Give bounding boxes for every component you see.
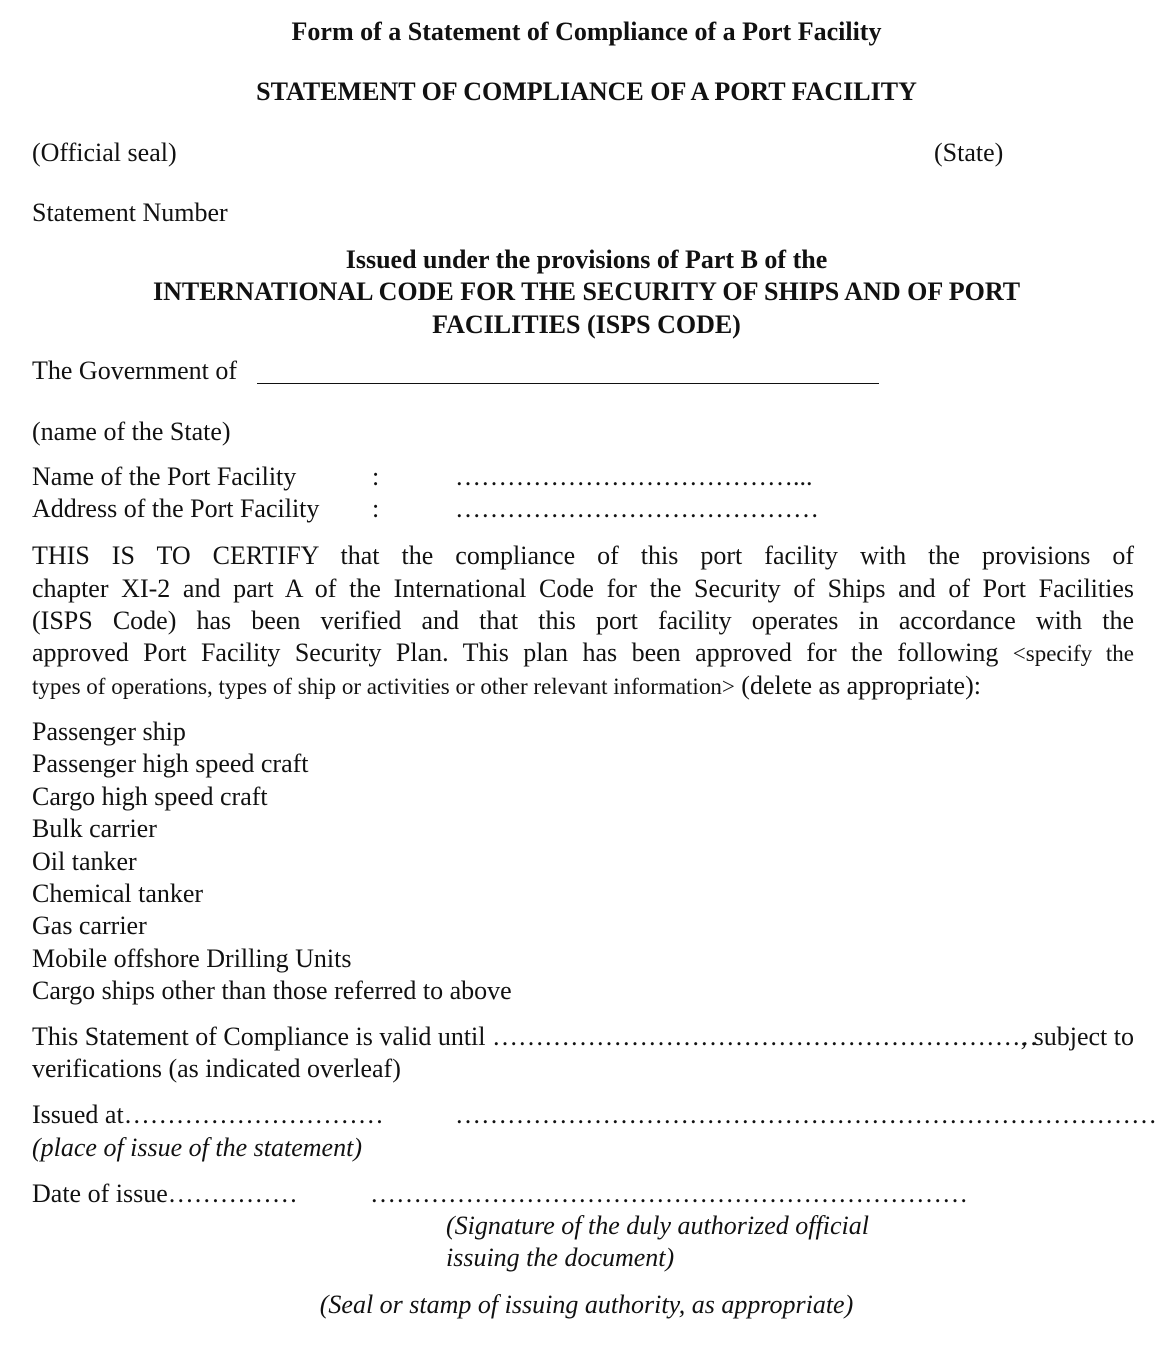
validity-subject-to: , subject to — [1020, 1022, 1134, 1051]
validity-line-2: verifications (as indicated overleaf) — [32, 1054, 401, 1083]
ship-type-item: Cargo high speed craft — [32, 781, 268, 811]
facility-name-label: Name of the Port Facility — [32, 462, 297, 491]
certify-line-4 — [32, 637, 1134, 670]
certify-line-4-main: approved Port Facility Security Plan. This plan has been approved for the following — [32, 638, 1013, 667]
validity-date-field[interactable]: ……………………………………………………… — [492, 1022, 1038, 1051]
ship-type-item: Chemical tanker — [32, 879, 204, 908]
issued-at-field[interactable]: Issued at………………………… — [32, 1100, 384, 1129]
facility-address-label: Address of the Port Facility — [32, 494, 320, 523]
signature-note-line1: (Signature of the duly authorized official — [446, 1211, 869, 1240]
signature-field[interactable]: …………………………………………………………… — [370, 1179, 968, 1208]
form-title: Form of a Statement of Compliance of a Port Facility — [291, 17, 882, 46]
name-of-state-note: (name of the State) — [32, 417, 231, 446]
certify-line-2: chapter XI-2 and part A of the International Code for the Security of Ships and of Port Facilities — [32, 574, 1134, 603]
ship-type-item: Passenger high speed craft — [32, 749, 309, 779]
ship-type-item: Oil tanker — [32, 846, 137, 876]
certify-line-5 — [32, 670, 981, 703]
signature-note-line2: issuing the document) — [446, 1243, 675, 1272]
facility-name-field[interactable]: …………………………………... — [455, 462, 813, 491]
issued-under-line3: FACILITIES (ISPS CODE) — [432, 310, 741, 339]
date-of-issue-field[interactable]: Date of issue…………… — [32, 1179, 298, 1208]
statement-heading: STATEMENT OF COMPLIANCE OF A PORT FACILITY — [256, 77, 917, 106]
seal-note: (Seal or stamp of issuing authority, as appropriate) — [319, 1290, 854, 1319]
ship-type-item: Passenger ship — [32, 717, 186, 746]
facility-address-field[interactable]: …………………………………… — [455, 494, 819, 523]
issued-at-extra-field[interactable]: ……………………………………………………………………… — [455, 1100, 1157, 1129]
place-of-issue-note: (place of issue of the statement) — [32, 1133, 362, 1162]
official-seal-label: (Official seal) — [32, 138, 177, 167]
facility-name-colon: : — [372, 462, 380, 491]
ship-type-item: Bulk carrier — [32, 814, 157, 844]
certify-line-4-small: <specify the — [1012, 641, 1134, 666]
state-label: (State) — [934, 138, 1004, 167]
ship-type-item: Gas carrier — [32, 911, 147, 941]
government-label: The Government of — [32, 356, 238, 385]
ship-type-item: Cargo ships other than those referred to above — [32, 976, 512, 1006]
certify-line-5-small: types of operations, types of ship or activities or other relevant information> — [32, 674, 735, 699]
issued-under-line2: INTERNATIONAL CODE FOR THE SECURITY OF SHIPS AND OF PORT — [152, 277, 1021, 306]
government-name-line[interactable] — [257, 383, 879, 384]
validity-label: This Statement of Compliance is valid until — [32, 1022, 492, 1051]
issued-under-line1: Issued under the provisions of Part B of the — [345, 245, 828, 274]
ship-type-item: Mobile offshore Drilling Units — [32, 943, 352, 973]
validity-line-1 — [32, 1021, 1134, 1053]
facility-address-colon: : — [372, 494, 380, 523]
certify-line-1: THIS IS TO CERTIFY that the compliance of this port facility with the provisions of — [32, 541, 1134, 570]
certify-line-5-main: (delete as appropriate): — [734, 671, 981, 700]
certify-line-3: (ISPS Code) has been verified and that this port facility operates in accordance with the — [32, 606, 1134, 635]
statement-number-label: Statement Number — [32, 198, 228, 227]
